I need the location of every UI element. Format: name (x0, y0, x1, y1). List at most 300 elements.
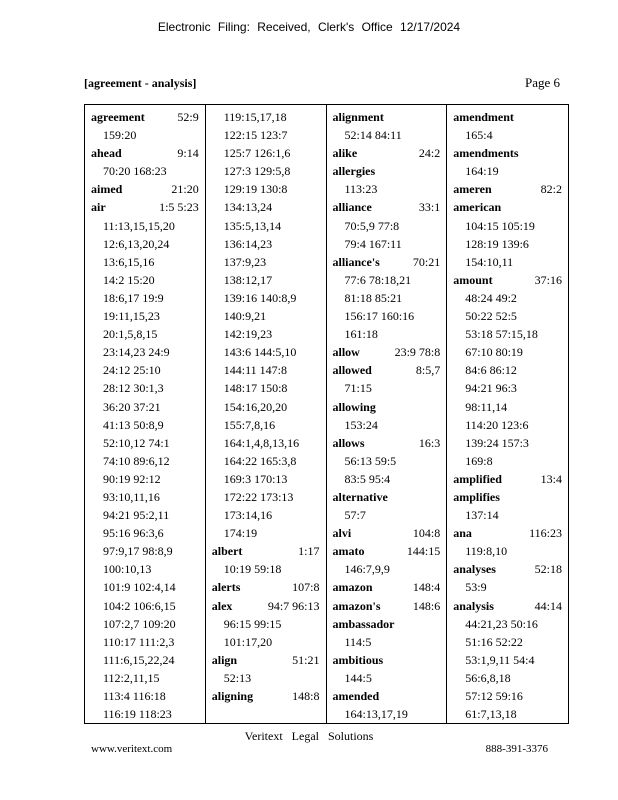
index-refs-continued (91, 217, 199, 235)
index-refs-continued (453, 578, 562, 596)
page-line-refs: 144:15 (406, 544, 441, 559)
page-line-refs: 51:16 52:22 (465, 634, 523, 649)
index-refs-continued (453, 325, 562, 343)
index-refs-continued (91, 361, 199, 379)
page-line-refs: 16:3 (418, 435, 441, 450)
index-term: alex (211, 598, 233, 613)
page-line-refs: 154:16,20,20 (223, 399, 288, 414)
page-line-refs: 14:2 15:20 (103, 272, 155, 287)
index-refs-continued (91, 597, 199, 615)
page-line-refs (558, 144, 562, 162)
page-line-refs: 111:6,15,22,24 (103, 652, 175, 667)
index-refs-continued (212, 669, 320, 687)
index-term: aimed (91, 182, 123, 197)
index-refs-continued (91, 506, 199, 524)
index-entry (453, 488, 562, 506)
page-line-refs: 82:2 (540, 182, 562, 197)
page-line-refs: 70:20 168:23 (103, 164, 167, 179)
index-entry (333, 687, 441, 705)
page-line-refs: 142:19,23 (223, 327, 273, 342)
page-line-refs: 57:7 (344, 508, 366, 523)
index-refs-continued (212, 379, 320, 397)
index-refs-continued (212, 343, 320, 361)
index-term: ana (453, 526, 472, 541)
index-refs-continued (453, 343, 562, 361)
index-refs-continued (453, 705, 562, 723)
index-refs-continued (333, 560, 441, 578)
page-line-refs: 61:7,13,18 (465, 707, 517, 722)
index-refs-continued (212, 289, 320, 307)
index-refs-continued (212, 307, 320, 325)
page-line-refs: 28:12 30:1,3 (103, 381, 164, 396)
page-line-refs: 148:4 (412, 580, 441, 595)
page-line-refs: 20:1,5,8,15 (103, 327, 158, 342)
page-line-refs: 13:6,15,16 (103, 254, 155, 269)
page-line-refs: 113:4 116:18 (103, 689, 166, 703)
page-line-refs: 21:20 (171, 182, 199, 197)
page-line-refs: 67:10 80:19 (465, 345, 523, 360)
index-refs-continued (91, 651, 199, 669)
index-term: alliance's (332, 254, 380, 269)
index-refs-continued (212, 325, 320, 343)
index-range: [agreement - analysis] (84, 76, 197, 90)
index-entry (333, 361, 441, 379)
index-entry (212, 597, 320, 615)
page-line-refs: 144:5 (344, 670, 372, 685)
page-line-refs: 52:13 (223, 670, 252, 685)
page-line-refs (436, 651, 440, 669)
index-entry (333, 542, 441, 560)
index-entry (333, 198, 441, 216)
index-entry (333, 108, 441, 126)
page-line-refs: 94:7 96:13 (267, 598, 320, 613)
page-line-refs: 79:4 167:11 (344, 236, 402, 251)
page-line-refs: 174:19 (223, 526, 258, 541)
index-refs-continued (91, 325, 199, 343)
index-refs-continued (453, 506, 562, 524)
index-entry (333, 524, 441, 542)
page-line-refs: 169:3 170:13 (223, 471, 288, 486)
index-refs-continued (212, 615, 320, 633)
index-term: amazon (332, 580, 373, 595)
page-line-refs: 107:8 (292, 580, 320, 595)
index-refs-continued (333, 470, 441, 488)
index-column-1 (85, 105, 206, 723)
index-refs-continued (453, 253, 562, 271)
index-refs-continued (212, 162, 320, 180)
page-line-refs (558, 198, 562, 216)
page-line-refs: 56:13 59:5 (344, 453, 397, 468)
index-column-3 (327, 105, 448, 723)
index-entry (91, 180, 199, 198)
index-term: amplifies (453, 489, 500, 504)
index-refs-continued (333, 217, 441, 235)
page-line-refs: 50:22 52:5 (465, 309, 517, 324)
index-term: agreement (91, 110, 145, 124)
page-line-refs: 97:9,17 98:8,9 (103, 544, 173, 559)
index-entry (333, 144, 441, 162)
page-line-refs: 52:14 84:11 (344, 128, 402, 143)
index-entry (333, 162, 441, 180)
index-term: amended (332, 689, 380, 703)
index-column-4 (447, 105, 568, 723)
page-line-refs: 9:14 (177, 146, 199, 161)
page-line-refs: 148:17 150:8 (223, 381, 288, 396)
page-line-refs: 154:10,11 (465, 254, 514, 269)
page-line-refs: 143:6 144:5,10 (223, 345, 297, 360)
page-line-refs: 104:15 105:19 (465, 218, 535, 233)
index-refs-continued (453, 217, 562, 235)
page-line-refs: 156:17 160:16 (344, 309, 415, 324)
footer-website: www.veritext.com (91, 743, 173, 755)
page-line-refs: 116:23 (529, 526, 562, 541)
page-line-refs: 113:23 (344, 182, 378, 197)
index-refs-continued (453, 307, 562, 325)
page-line-refs: 1:5 5:23 (159, 200, 199, 215)
page-line-refs: 138:12,17 (223, 272, 273, 287)
page-line-refs: 161:18 (344, 327, 378, 342)
index-term: align (211, 652, 238, 667)
index-refs-continued (91, 379, 199, 397)
index-entry (212, 687, 320, 705)
index-refs-continued (453, 162, 562, 180)
index-term: alternative (332, 489, 388, 504)
page-line-refs: 24:2 (418, 146, 441, 161)
index-refs-continued (91, 615, 199, 633)
page-line-refs: 52:10,12 74:1 (103, 435, 170, 450)
index-refs-continued (212, 506, 320, 524)
index-refs-continued (453, 361, 562, 379)
index-refs-continued (91, 271, 199, 289)
page-line-refs: 164:22 165:3,8 (223, 453, 297, 468)
index-entry (333, 488, 441, 506)
index-refs-continued (212, 235, 320, 253)
index-refs-continued (333, 307, 441, 325)
index-refs-continued (333, 452, 441, 470)
index-refs-continued (212, 108, 320, 126)
page-line-refs: 104:8 (412, 526, 441, 541)
page-line-refs: 173:14,16 (223, 508, 273, 523)
page-line-refs: 71:15 (344, 381, 372, 396)
index-term: ambitious (332, 652, 384, 667)
index-refs-continued (453, 434, 562, 452)
page-line-refs (436, 108, 440, 126)
page-line-refs: 33:1 (418, 200, 441, 215)
index-refs-continued (453, 379, 562, 397)
index-term: ambassador (332, 616, 395, 631)
index-term: alike (332, 146, 358, 161)
page-line-refs: 41:13 50:8,9 (103, 417, 164, 432)
page-line-refs: 119:8,10 (465, 544, 508, 559)
page-line-refs: 153:24 (344, 417, 378, 432)
index-refs-continued (91, 524, 199, 542)
index-entry (333, 398, 441, 416)
index-entry (333, 578, 441, 596)
index-column-2 (206, 105, 327, 723)
index-term: amazon's (332, 598, 381, 613)
index-refs-continued (91, 416, 199, 434)
page-line-refs: 90:19 92:12 (103, 471, 161, 486)
page-line-refs: 77:6 78:18,21 (344, 272, 412, 287)
index-entry (333, 343, 441, 361)
page-line-refs: 101:9 102:4,14 (103, 580, 176, 595)
page-line-refs: 51:21 (292, 652, 320, 667)
index-term: allowed (332, 363, 372, 378)
page-line-refs: 116:19 118:23 (103, 707, 172, 722)
index-refs-continued (333, 325, 441, 343)
index-refs-continued (212, 633, 320, 651)
page-line-refs: 70:21 (412, 254, 441, 269)
index-refs-continued (91, 162, 199, 180)
page-line-refs: 19:11,15,23 (103, 309, 160, 324)
index-refs-continued (91, 452, 199, 470)
index-refs-continued (91, 434, 199, 452)
page-line-refs: 101:17,20 (223, 634, 273, 649)
page-line-refs: 98:11,14 (465, 399, 508, 414)
index-entry (453, 597, 562, 615)
index-refs-continued (453, 416, 562, 434)
page-line-refs: 93:10,11,16 (103, 489, 160, 504)
page-line-refs: 48:24 49:2 (465, 290, 517, 305)
page-line-refs: 13:4 (540, 471, 562, 486)
page-number: Page 6 (524, 75, 560, 90)
index-entry (453, 470, 562, 488)
index-refs-continued (453, 687, 562, 705)
page-line-refs: 164:19 (465, 164, 499, 179)
page-line-refs: 57:12 59:16 (465, 689, 523, 703)
page-line-refs: 169:8 (465, 453, 493, 468)
index-term: alvi (332, 526, 352, 541)
index-term: alliance (332, 200, 372, 215)
page-line-refs: 125:7 126:1,6 (223, 146, 291, 161)
index-term: alerts (211, 580, 241, 595)
index-term: analysis (453, 598, 494, 613)
page-line-refs: 1:17 (298, 544, 320, 559)
page-line-refs: 52:9 (177, 110, 199, 124)
index-entry (212, 578, 320, 596)
index-entry (333, 651, 441, 669)
index-refs-continued (91, 687, 199, 705)
index-refs-continued (91, 488, 199, 506)
index-refs-continued (453, 289, 562, 307)
page-line-refs: 119:15,17,18 (223, 110, 287, 124)
index-term: amplified (453, 471, 502, 486)
index-refs-continued (453, 633, 562, 651)
index-refs-continued (453, 615, 562, 633)
page-line-refs: 140:9,21 (223, 309, 267, 324)
index-refs-continued (212, 126, 320, 144)
index-refs-continued (333, 633, 441, 651)
index-refs-continued (91, 343, 199, 361)
index-entry (453, 271, 562, 289)
index-entry (91, 144, 199, 162)
page-line-refs: 165:4 (465, 128, 493, 143)
page-line-refs: 44:14 (534, 598, 562, 613)
index-term: allergies (332, 164, 376, 179)
page-line-refs: 127:3 129:5,8 (223, 164, 291, 179)
index-entry (453, 108, 562, 126)
index-refs-continued (91, 705, 199, 723)
index-refs-continued (91, 253, 199, 271)
index-refs-continued (91, 633, 199, 651)
page-line-refs (436, 615, 440, 633)
index-term: amendment (453, 110, 514, 124)
page-line-refs: 95:16 96:3,6 (103, 526, 164, 541)
page-line-refs: 135:5,13,14 (223, 218, 282, 233)
index-term: ahead (91, 146, 122, 161)
index-term: allow (332, 345, 360, 360)
footer-phone: 888-391-3376 (485, 743, 548, 755)
page-line-refs (558, 488, 562, 506)
index-entry (453, 180, 562, 198)
index-entry (212, 542, 320, 560)
footer-company: Veritext Legal Solutions (244, 729, 374, 743)
page-line-refs: 148:8 (292, 689, 320, 703)
index-entry (91, 108, 199, 126)
index-refs-continued (212, 524, 320, 542)
index-refs-continued (91, 307, 199, 325)
index-refs-continued (212, 180, 320, 198)
page-line-refs: 96:15 99:15 (223, 616, 282, 631)
index-entry (333, 615, 441, 633)
page-line-refs: 53:9 (465, 580, 487, 595)
page-line-refs: 18:6,17 19:9 (103, 290, 164, 305)
page-line-refs: 84:6 86:12 (465, 363, 517, 378)
filing-header: Electronic Filing: Received, Clerk's Office 12/17/2024 (157, 20, 461, 34)
index-refs-continued (212, 198, 320, 216)
index-refs-continued (212, 144, 320, 162)
index-entry (453, 524, 562, 542)
index-refs-continued (212, 560, 320, 578)
page-line-refs: 44:21,23 50:16 (465, 616, 538, 631)
page-line-refs: 83:5 95:4 (344, 471, 391, 486)
index-refs-continued (91, 235, 199, 253)
page-line-refs (436, 162, 440, 180)
index-refs-continued (333, 126, 441, 144)
index-refs-continued (212, 398, 320, 416)
page-line-refs: 129:19 130:8 (223, 182, 288, 197)
page-line-refs: 164:13,17,19 (344, 707, 408, 722)
page-line-refs: 70:5,9 77:8 (344, 218, 400, 233)
index-refs-continued (453, 235, 562, 253)
index-refs-continued (333, 235, 441, 253)
index-term: american (453, 200, 502, 215)
page-line-refs (436, 488, 440, 506)
index-refs-continued (91, 470, 199, 488)
index-refs-continued (453, 398, 562, 416)
index-refs-continued (333, 180, 441, 198)
index-term: amendments (453, 146, 519, 161)
index-term: ameren (453, 182, 492, 197)
index-refs-continued (453, 126, 562, 144)
page-line-refs: 23:9 78:8 (394, 345, 441, 360)
index-refs-continued (333, 379, 441, 397)
index-refs-continued (333, 705, 441, 723)
page-line-refs (558, 108, 562, 126)
index-term: analyses (453, 562, 496, 577)
page-line-refs: 148:6 (412, 598, 441, 613)
index-refs-continued (212, 271, 320, 289)
page-line-refs: 104:2 106:6,15 (103, 598, 176, 613)
index-term: allows (332, 435, 365, 450)
page-line-refs: 36:20 37:21 (103, 399, 161, 414)
page-line-refs: 134:13,24 (223, 200, 273, 215)
index-refs-continued (453, 651, 562, 669)
page-line-refs: 8:5,7 (415, 363, 441, 378)
page-line-refs: 144:11 147:8 (223, 363, 287, 378)
index-entry (91, 198, 199, 216)
page-line-refs: 139:16 140:8,9 (223, 290, 297, 305)
page-line-refs: 137:9,23 (223, 254, 267, 269)
index-term: air (91, 200, 106, 215)
page-line-refs (436, 398, 440, 416)
index-term: amato (332, 544, 365, 559)
page-line-refs: 10:19 59:18 (223, 562, 282, 577)
page-line-refs: 110:17 111:2,3 (103, 634, 175, 649)
page-line-refs: 11:13,15,15,20 (103, 218, 175, 233)
page-line-refs: 155:7,8,16 (223, 417, 276, 432)
page-line-refs: 23:14,23 24:9 (103, 345, 170, 360)
page-line-refs: 52:18 (534, 562, 562, 577)
index-term: albert (211, 544, 243, 559)
index-refs-continued (91, 669, 199, 687)
index-refs-continued (91, 578, 199, 596)
index-refs-continued (91, 289, 199, 307)
page-line-refs: 107:2,7 109:20 (103, 616, 176, 631)
page-line-refs: 100:10,13 (103, 562, 152, 577)
index-refs-continued (453, 669, 562, 687)
index-term: alignment (332, 110, 384, 124)
page-line-refs: 74:10 89:6,12 (103, 453, 170, 468)
index-entry (453, 198, 562, 216)
page-line-refs: 136:14,23 (223, 236, 273, 251)
page-line-refs: 128:19 139:6 (465, 236, 529, 251)
page-line-refs: 37:16 (534, 272, 562, 287)
page-line-refs: 81:18 85:21 (344, 290, 403, 305)
index-term: allowing (332, 399, 376, 414)
page-line-refs: 53:1,9,11 54:4 (465, 652, 535, 667)
page-line-refs: 146:7,9,9 (344, 562, 390, 577)
page-line-refs: 114:20 123:6 (465, 417, 529, 432)
word-index-table (84, 104, 569, 724)
index-refs-continued (333, 271, 441, 289)
index-refs-continued (212, 488, 320, 506)
page-line-refs: 94:21 95:2,11 (103, 508, 170, 523)
page-line-refs: 164:1,4,8,13,16 (223, 435, 300, 450)
index-refs-continued (453, 542, 562, 560)
index-entry (453, 560, 562, 578)
page-line-refs: 114:5 (344, 634, 372, 649)
index-refs-continued (212, 361, 320, 379)
index-refs-continued (212, 452, 320, 470)
index-refs-continued (212, 470, 320, 488)
page-line-refs: 94:21 96:3 (465, 381, 517, 396)
page-line-refs: 12:6,13,20,24 (103, 236, 170, 251)
index-refs-continued (91, 542, 199, 560)
index-term: amount (453, 272, 493, 287)
index-refs-continued (333, 669, 441, 687)
index-refs-continued (212, 434, 320, 452)
index-refs-continued (212, 416, 320, 434)
page-line-refs: 24:12 25:10 (103, 363, 161, 378)
page-line-refs: 172:22 173:13 (223, 489, 294, 504)
page-line-refs: 56:6,8,18 (465, 670, 511, 685)
index-refs-continued (212, 217, 320, 235)
page-line-refs: 137:14 (465, 508, 499, 523)
page-line-refs: 139:24 157:3 (465, 435, 529, 450)
index-term: aligning (211, 689, 254, 703)
index-entry (212, 651, 320, 669)
